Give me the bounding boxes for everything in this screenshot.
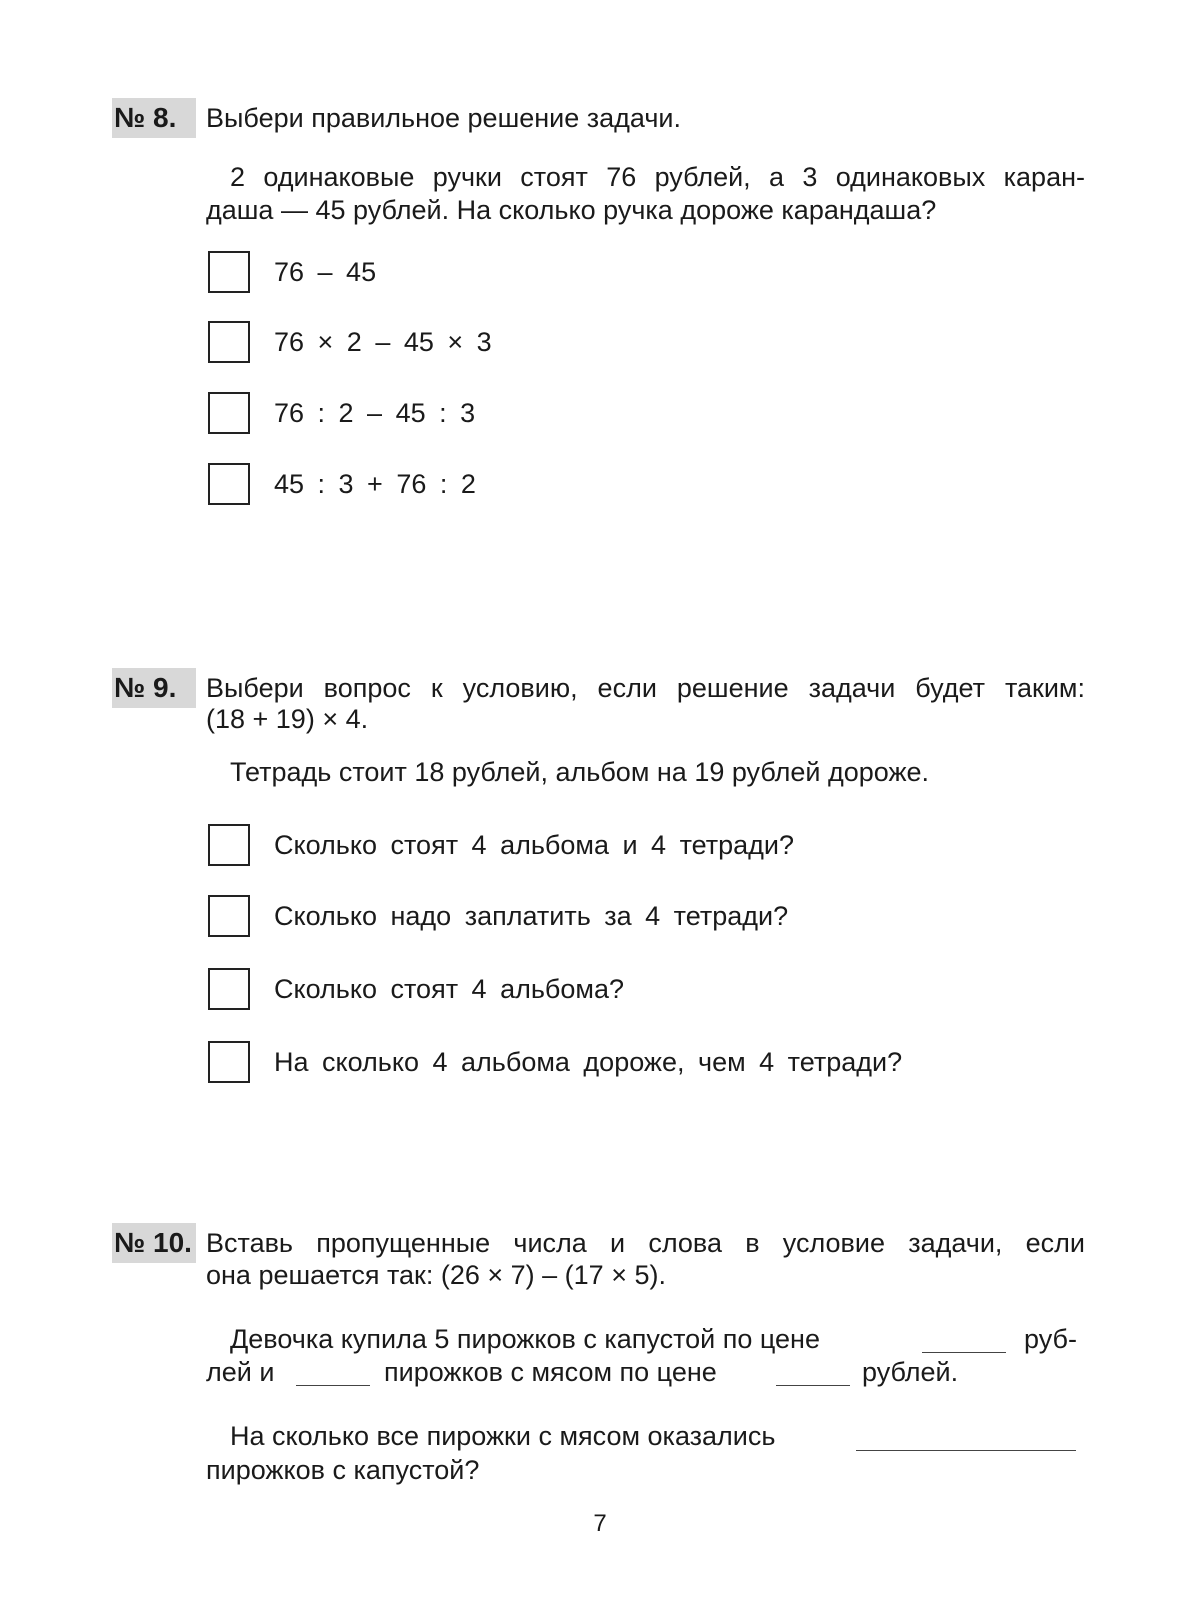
text-fragment: На сколько все пирожки с мясом оказались (230, 1421, 776, 1451)
task-8-option-3[interactable] (208, 391, 475, 435)
option-label: На сколько 4 альбома дороже, чем 4 тетради? (274, 1046, 903, 1077)
option-label: 76 – 45 (274, 256, 377, 287)
checkbox[interactable] (208, 463, 250, 505)
checkbox[interactable] (208, 251, 250, 293)
task-8-option-4[interactable] (208, 462, 476, 506)
checkbox[interactable] (208, 1041, 250, 1083)
task-9-option-2[interactable] (208, 894, 788, 938)
count-blank[interactable] (296, 1363, 370, 1386)
text-fragment: пирожков с мясом по цене (384, 1357, 717, 1387)
page-number: 7 (593, 1510, 607, 1537)
checkbox[interactable] (208, 895, 250, 937)
task-9-option-4[interactable] (208, 1040, 902, 1084)
task-9-instruction-line-1: Выбери вопрос к условию, если решение задачи будет таким: (206, 673, 1085, 703)
task-9-number: № 9. (112, 668, 196, 708)
task-8-problem-line-2: даша — 45 рублей. На сколько ручка дороже карандаша? (206, 195, 937, 225)
task-10-number: № 10. (112, 1223, 196, 1263)
text-fragment: рублей. (862, 1357, 959, 1387)
task-9-option-3[interactable] (208, 967, 624, 1011)
text-fragment: руб- (1024, 1324, 1077, 1354)
task-8-option-2[interactable] (208, 320, 492, 364)
comparison-blank[interactable] (856, 1428, 1076, 1451)
option-label: 76 : 2 – 45 : 3 (274, 397, 476, 428)
text-fragment: Девочка купила 5 пирожков с капустой по цене (230, 1324, 820, 1354)
task-10-text-line-1 (230, 1323, 820, 1355)
text-fragment: пирожков с капустой? (206, 1455, 480, 1485)
task-8-problem-line-1: 2 одинаковые ручки стоят 76 рублей, а 3 одинаковых каран- (230, 162, 1085, 192)
task-8-instruction: Выбери правильное решение задачи. (206, 103, 681, 133)
checkbox[interactable] (208, 392, 250, 434)
task-9-option-1[interactable] (208, 823, 794, 867)
option-label: 76 × 2 – 45 × 3 (274, 326, 492, 357)
task-9-instruction-line-2: (18 + 19) × 4. (206, 704, 369, 734)
checkbox[interactable] (208, 824, 250, 866)
task-10-instruction-line-2: она решается так: (26 × 7) – (17 × 5). (206, 1260, 666, 1290)
option-label: Сколько надо заплатить за 4 тетради? (274, 900, 789, 931)
checkbox[interactable] (208, 968, 250, 1010)
task-9-condition: Тетрадь стоит 18 рублей, альбом на 19 рублей дороже. (230, 757, 930, 787)
text-fragment: лей и (206, 1357, 275, 1387)
option-label: 45 : 3 + 76 : 2 (274, 468, 476, 499)
task-8-number: № 8. (112, 98, 196, 138)
price-blank-2[interactable] (776, 1363, 850, 1386)
option-label: Сколько стоят 4 альбома? (274, 973, 624, 1004)
task-10-instruction-line-1: Вставь пропущенные числа и слова в условие задачи, если (206, 1228, 1085, 1258)
task-8-option-1[interactable] (208, 250, 376, 294)
checkbox[interactable] (208, 321, 250, 363)
option-label: Сколько стоят 4 альбома и 4 тетради? (274, 829, 795, 860)
price-blank-1[interactable] (922, 1330, 1006, 1353)
